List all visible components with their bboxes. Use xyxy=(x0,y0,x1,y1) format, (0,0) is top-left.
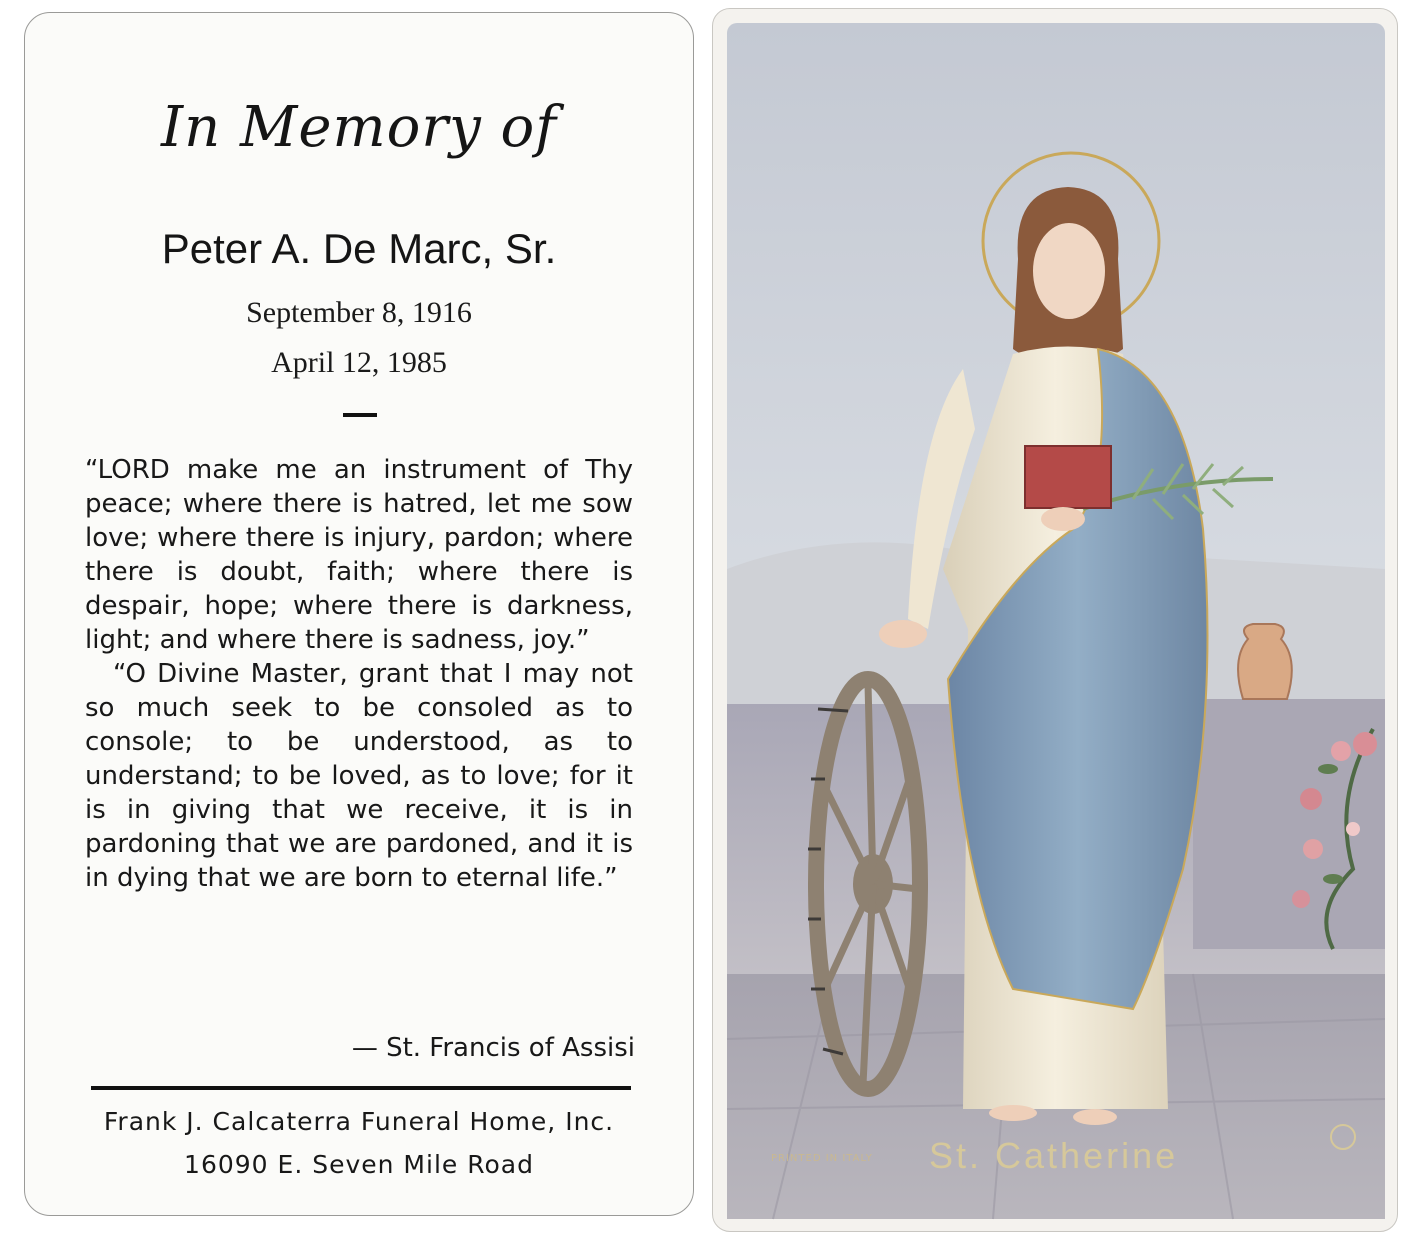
saint-illustration xyxy=(713,9,1398,1232)
prayer-text xyxy=(85,453,633,895)
red-book xyxy=(1025,446,1111,508)
footer-divider xyxy=(91,1086,631,1090)
holy-card xyxy=(712,8,1398,1232)
death-date: April 12, 1985 xyxy=(271,346,447,379)
birth-date: September 8, 1916 xyxy=(246,296,472,329)
saint-caption: St. Catherine xyxy=(929,1135,1179,1176)
prayer-attribution: — St. Francis of Assisi xyxy=(351,1033,635,1063)
memorial-card xyxy=(24,12,694,1216)
memorial-heading: In Memory of xyxy=(161,95,557,160)
funeral-home-name: Frank J. Calcaterra Funeral Home, Inc. xyxy=(103,1107,615,1136)
clay-jug xyxy=(1238,624,1292,699)
prayer-paragraph: “LORD make me an instrument of Thy peace; where there is hatred, let me sow love; where there is injury, pardon; where there is doubt, faith; where there is despair, hope; where there is darkness, light; and where there is sadness, joy.” xyxy=(85,455,633,655)
short-divider xyxy=(343,413,377,417)
deceased-name: Peter A. De Marc, Sr. xyxy=(161,225,557,272)
funeral-home-address: 16090 E. Seven Mile Road xyxy=(184,1150,534,1179)
prayer-paragraph: “O Divine Master, grant that I may not so much seek to be consoled as to console; to be understood, as to understand; to be loved, as to love; for it is in giving that we receive, it is in pardoning that we are pardoned, and it is in dying that we are born to eternal life.” xyxy=(85,659,633,893)
printed-in-label: PRINTED IN ITALY xyxy=(771,1153,873,1164)
